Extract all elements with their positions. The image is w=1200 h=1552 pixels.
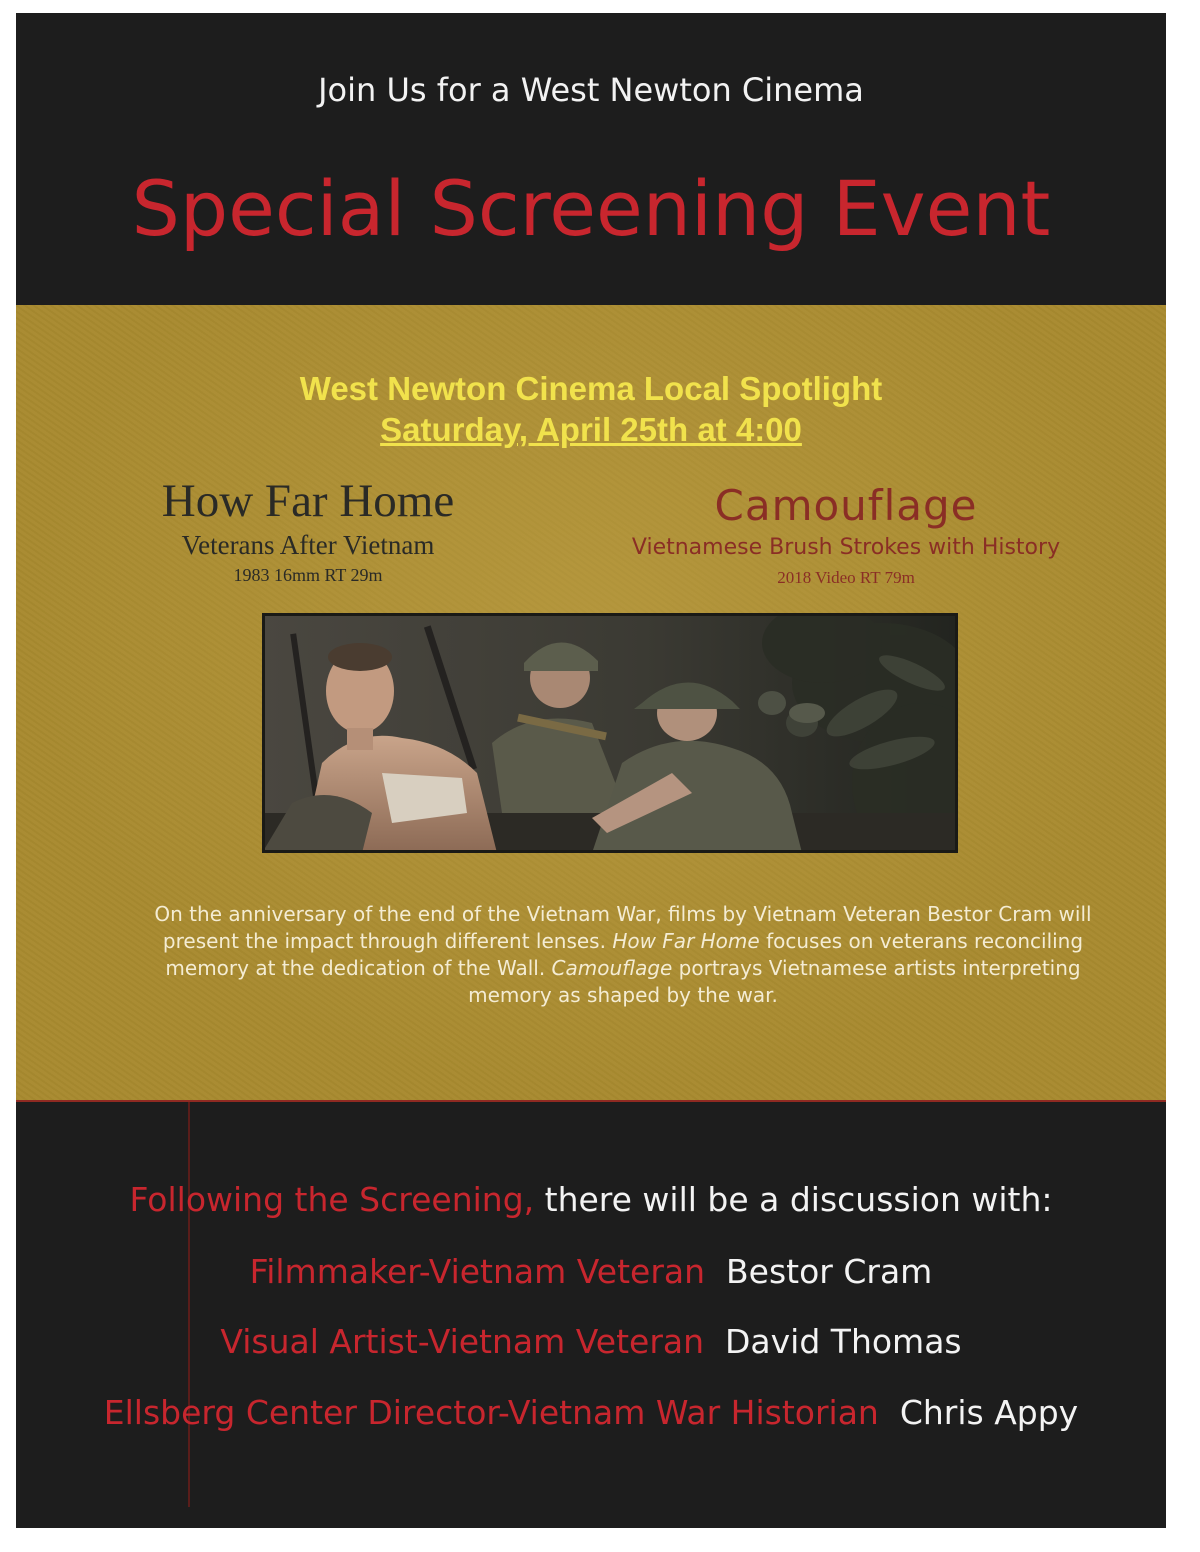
panelist-name: Chris Appy (899, 1393, 1079, 1432)
description-film-title: Camouflage (551, 956, 673, 980)
description-text: focuses on veterans reconciling memory at the dedication of the Wall. (165, 929, 1084, 980)
film-meta: 1983 16mm RT 29m (233, 565, 383, 585)
panelist-role: Visual Artist-Vietnam Veteran (220, 1322, 705, 1361)
description-text: On the anniversary of the end of the Vietnam War, films by Vietnam Veteran Bestor Cram will present the impact through different lenses. (154, 902, 1092, 953)
intro-line: Join Us for a West Newton Cinema (318, 71, 864, 109)
event-headline: Special Screening Event (131, 164, 1051, 253)
panelist-name: Bestor Cram (726, 1252, 933, 1291)
spotlight-title: West Newton Cinema Local Spotlight (299, 370, 883, 407)
spotlight-date: Saturday, April 25th at 4:00 (380, 411, 802, 448)
panelist-line (16, 1250, 1166, 1294)
flyer (16, 13, 1166, 1528)
soldiers-photo-illustration (262, 613, 958, 853)
film-title: How Far Home (161, 475, 455, 527)
panelist-line (16, 1391, 1166, 1435)
panelist-role: Filmmaker-Vietnam Veteran (249, 1252, 706, 1291)
film-meta: 2018 Video RT 79m (777, 568, 915, 587)
panelist-role: Ellsberg Center Director-Vietnam War Historian (103, 1393, 879, 1432)
film-subtitle: Veterans After Vietnam (181, 530, 435, 560)
discussion-intro (16, 1178, 1166, 1222)
event-description (128, 901, 1118, 1009)
header-band (16, 13, 1166, 305)
film-subtitle: Vietnamese Brush Strokes with History (631, 535, 1061, 560)
war-photo (262, 613, 958, 853)
panelist-line (16, 1320, 1166, 1364)
accent-vertical-line (188, 1102, 190, 1507)
description-film-title: How Far Home (612, 929, 760, 953)
film-title: Camouflage (714, 481, 978, 530)
description-text: portrays Vietnamese artists interpreting memory as shaped by the war. (468, 956, 1081, 1007)
discussion-intro-white: there will be a discussion with: (534, 1180, 1053, 1219)
panelist-name: David Thomas (725, 1322, 962, 1361)
discussion-intro-red: Following the Screening, (129, 1180, 535, 1219)
film-camouflage (576, 478, 1116, 592)
film-how-far-home (108, 473, 508, 589)
